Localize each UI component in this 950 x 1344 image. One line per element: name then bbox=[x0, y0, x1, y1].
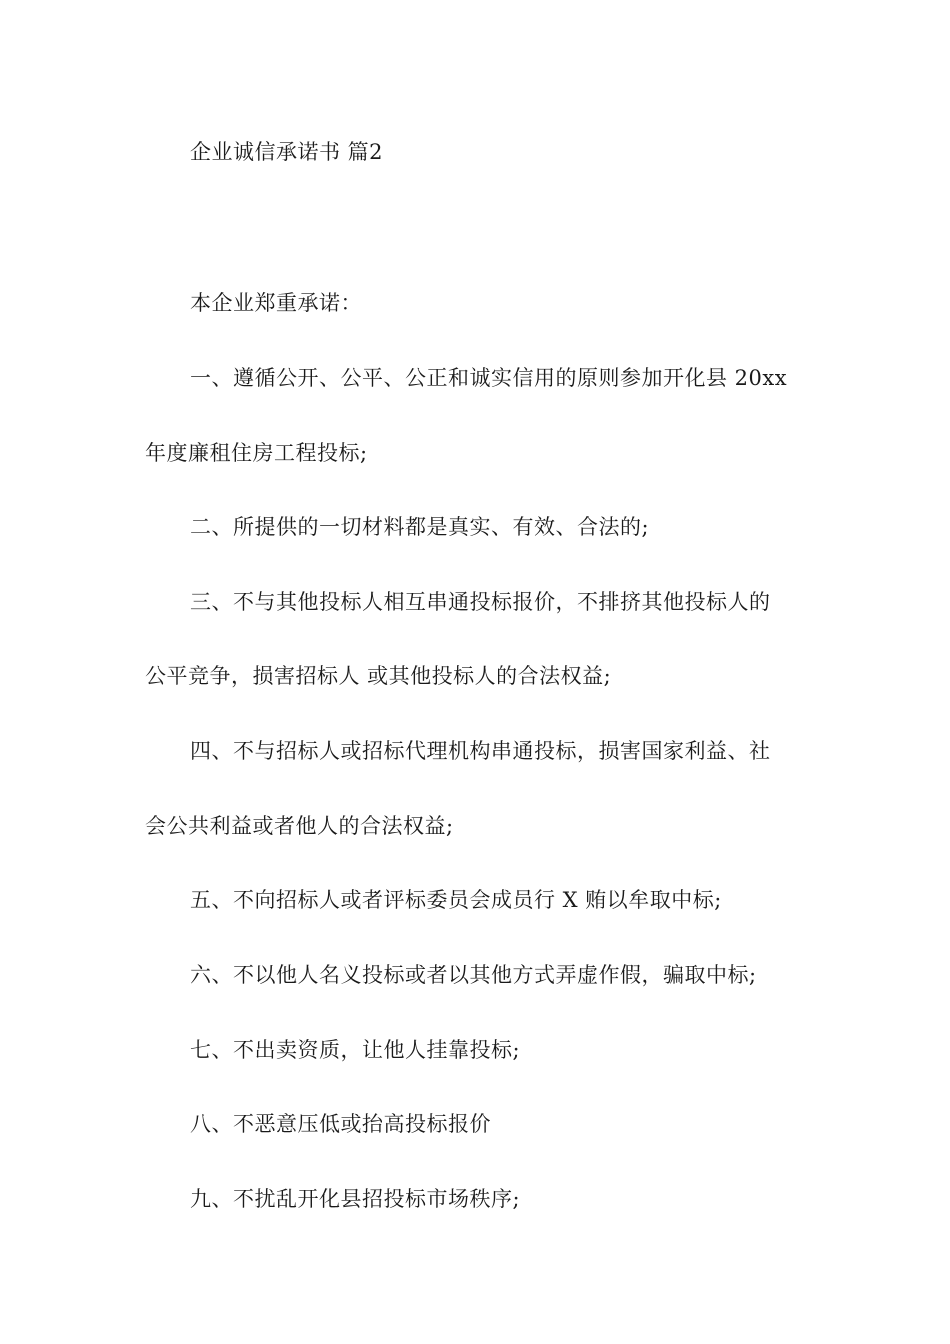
document-title: 企业诚信承诺书 篇2 bbox=[190, 140, 384, 164]
commitment-9: 九、不扰乱开化县招投标市场秩序; bbox=[190, 1187, 521, 1211]
commitment-4-line-1: 四、不与招标人或招标代理机构串通投标，损害国家利益、社 bbox=[190, 739, 771, 763]
commitment-2: 二、所提供的一切材料都是真实、有效、合法的; bbox=[190, 515, 650, 539]
commitment-3-line-1: 三、不与其他投标人相互串通投标报价，不排挤其他投标人的 bbox=[190, 590, 771, 614]
commitment-5: 五、不向招标人或者评标委员会成员行 X 贿以牟取中标; bbox=[190, 888, 722, 912]
commitment-1-line-1: 一、遵循公开、公平、公正和诚实信用的原则参加开化县 20xx bbox=[190, 366, 788, 390]
commitment-1-line-2: 年度廉租住房工程投标; bbox=[145, 441, 368, 465]
commitment-4-line-2: 会公共利益或者他人的合法权益; bbox=[145, 814, 454, 838]
commitment-3-line-2: 公平竞争，损害招标人 或其他投标人的合法权益; bbox=[145, 664, 612, 688]
commitment-8: 八、不恶意压低或抬高投标报价 bbox=[190, 1112, 491, 1136]
intro-paragraph: 本企业郑重承诺： bbox=[190, 291, 362, 315]
commitment-6: 六、不以他人名义投标或者以其他方式弄虚作假，骗取中标; bbox=[190, 963, 757, 987]
commitment-7: 七、不出卖资质，让他人挂靠投标; bbox=[190, 1038, 521, 1062]
